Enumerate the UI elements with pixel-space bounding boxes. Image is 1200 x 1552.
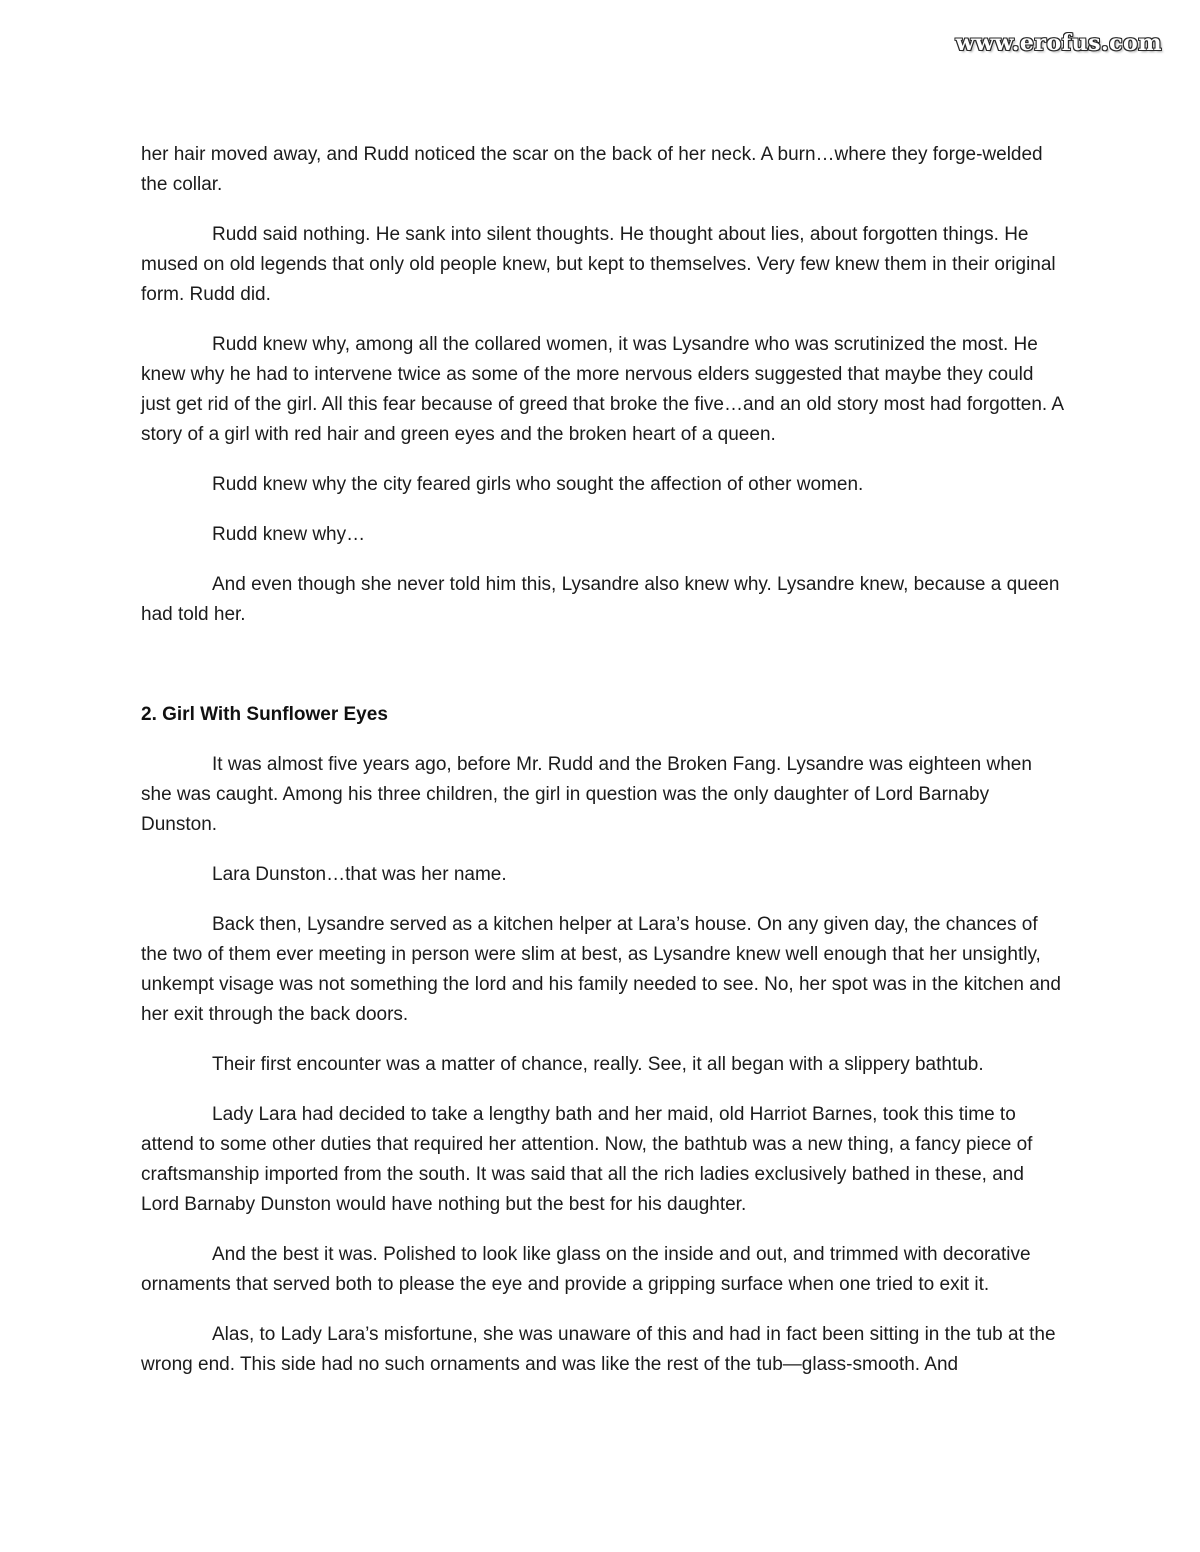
paragraph: Back then, Lysandre served as a kitchen helper at Lara’s house. On any given day, the chances of the two of them ever meeting in person were slim at best, as Lysandre knew well enough that her unsightly, unkempt visage was not something the lord and his family needed to see. No, her spot was in the kitchen and her exit through the back doors. xyxy=(141,914,1061,1025)
paragraph: Their first encounter was a matter of chance, really. See, it all began with a slippery bathtub. xyxy=(212,1054,984,1075)
paragraph: Rudd knew why the city feared girls who sought the affection of other women. xyxy=(212,474,864,495)
paragraph: Rudd knew why, among all the collared women, it was Lysandre who was scrutinized the most. He knew why he had to intervene twice as some of the more nervous elders suggested that maybe they could just get rid of the girl. All this fear because of greed that broke the five…and an old story most had forgotten. A story of a girl with red hair and green eyes and the broken heart of a queen. xyxy=(141,334,1064,445)
paragraph: her hair moved away, and Rudd noticed the scar on the back of her neck. A burn…where they forge-welded the collar. xyxy=(141,144,1043,195)
paragraph: Lady Lara had decided to take a lengthy bath and her maid, old Harriot Barnes, took this time to attend to some other duties that required her attention. Now, the bathtub was a new thing, a fancy piece of craftsmanship imported from the south. It was said that all the rich ladies exclusively bathed in these, and Lord Barnaby Dunston would have nothing but the best for his daughter. xyxy=(141,1104,1033,1215)
paragraph: Alas, to Lady Lara’s misfortune, she was unaware of this and had in fact been sitting in the tub at the wrong end. This side had no such ornaments and was like the rest of the tub—glass-smooth. And xyxy=(141,1324,1056,1375)
paragraph: Lara Dunston…that was her name. xyxy=(212,864,507,885)
paragraph: It was almost five years ago, before Mr. Rudd and the Broken Fang. Lysandre was eighteen when she was caught. Among his three children, the girl in question was the only daughter of Lord Barnaby Dunston. xyxy=(141,754,1032,835)
paragraph: And even though she never told him this, Lysandre also knew why. Lysandre knew, because a queen had told her. xyxy=(141,574,1060,625)
page-body xyxy=(141,140,1066,1400)
paragraph: Rudd knew why… xyxy=(212,524,366,545)
site-watermark: www.erofus.com xyxy=(955,30,1162,56)
paragraph: And the best it was. Polished to look like glass on the inside and out, and trimmed with decorative ornaments that served both to please the eye and provide a gripping surface when one tried to exit it. xyxy=(141,1244,1031,1295)
paragraph: Rudd said nothing. He sank into silent thoughts. He thought about lies, about forgotten things. He mused on old legends that only old people knew, but kept to themselves. Very few knew them in their original form. Rudd did. xyxy=(141,224,1056,305)
chapter-heading: 2. Girl With Sunflower Eyes xyxy=(141,704,388,725)
